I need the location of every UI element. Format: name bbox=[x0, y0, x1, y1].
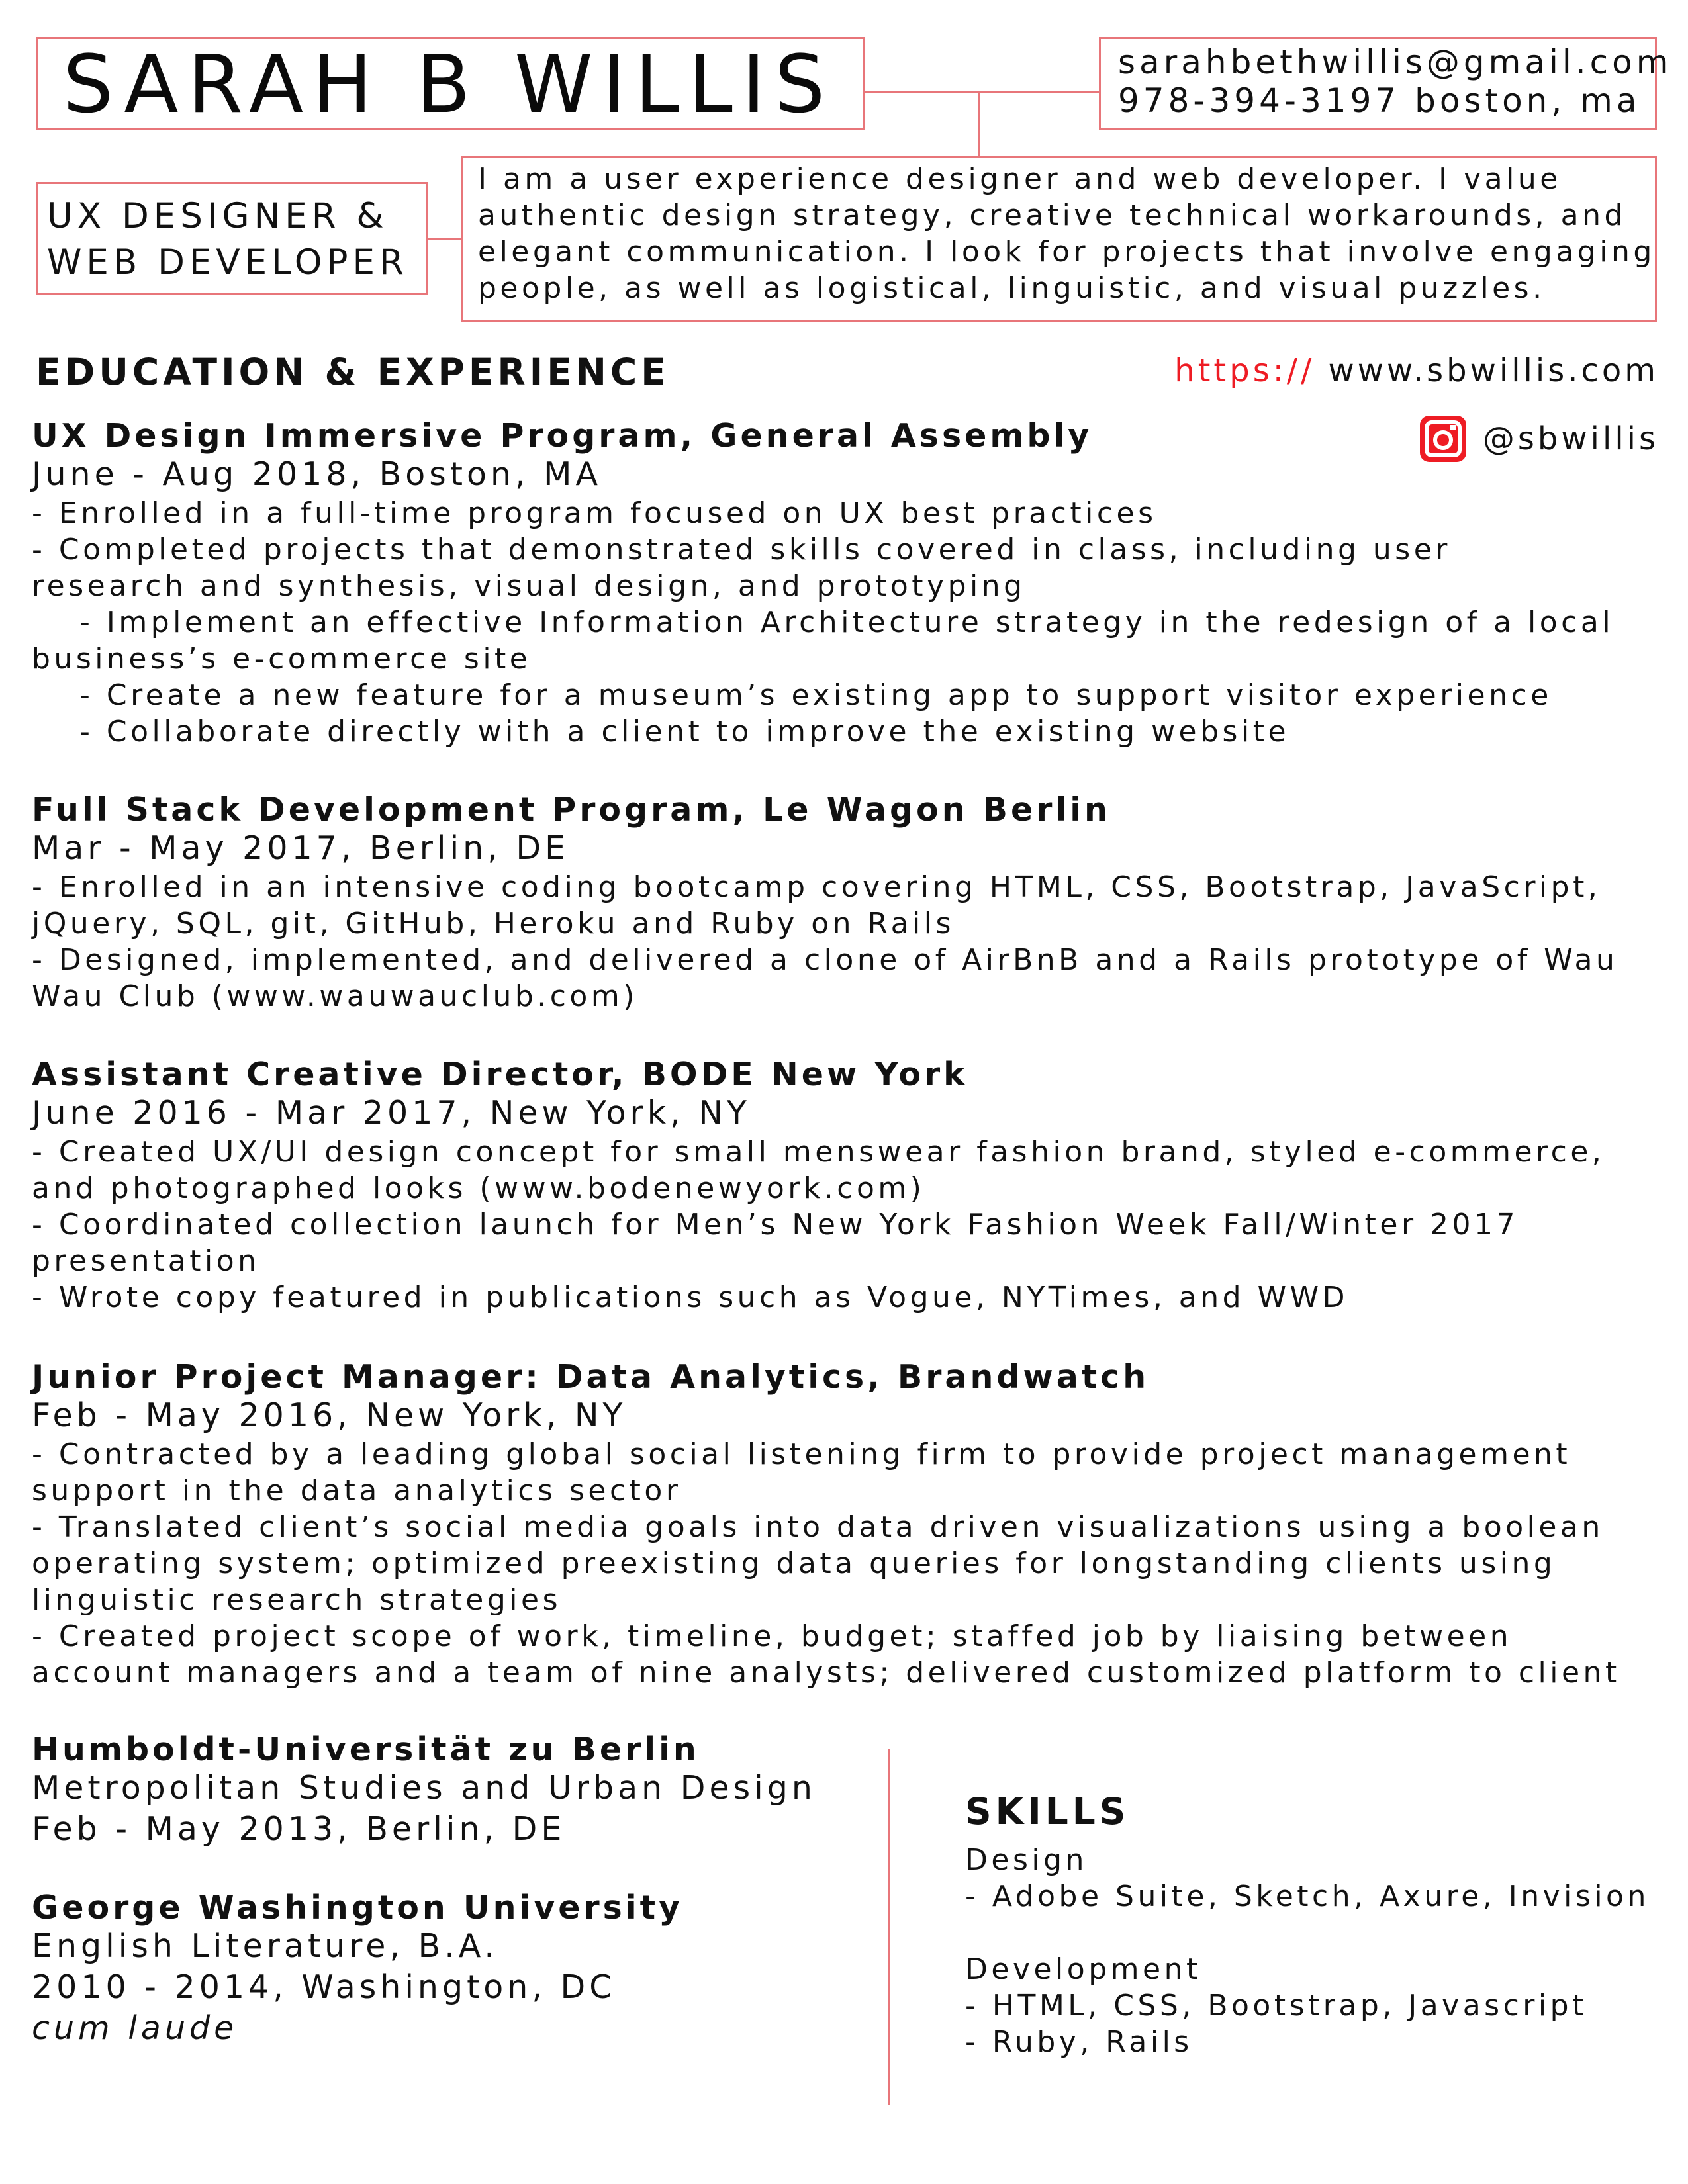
entry-line: - Collaborate directly with a client to improve the existing website bbox=[79, 715, 1290, 749]
entry-line: and photographed looks (www.bodenewyork.com) bbox=[32, 1171, 925, 1205]
entry-title: Assistant Creative Director, BODE New York bbox=[32, 1056, 968, 1093]
job-title-box bbox=[36, 182, 428, 295]
experience-entry bbox=[32, 418, 1614, 750]
entry-line: linguistic research strategies bbox=[32, 1583, 561, 1617]
phone-location: 978-394-3197 boston, ma bbox=[1118, 81, 1641, 120]
entry-line: account managers and a team of nine analysts; delivered customized platform to client bbox=[32, 1656, 1620, 1690]
entry-line: presentation bbox=[32, 1244, 260, 1278]
entry-date: Feb - May 2016, New York, NY bbox=[32, 1396, 627, 1434]
website-domain: www.sbwillis.com bbox=[1315, 352, 1659, 389]
education-experience-heading: EDUCATION & EXPERIENCE bbox=[36, 351, 670, 393]
connector-line-horizontal bbox=[865, 91, 1099, 93]
skill-item: - Adobe Suite, Sketch, Axure, Invision bbox=[965, 1880, 1650, 1913]
job-title-line-1: UX DESIGNER & bbox=[47, 196, 389, 236]
entry-title: Junior Project Manager: Data Analytics, Brandwatch bbox=[32, 1358, 1150, 1396]
entry-date: June - Aug 2018, Boston, MA bbox=[32, 455, 602, 493]
entry-line: - Contracted by a leading global social listening firm to provide project management bbox=[32, 1437, 1571, 1471]
email-address[interactable]: sarahbethwillis@gmail.com bbox=[1118, 43, 1673, 81]
website-protocol: https:// bbox=[1174, 352, 1315, 389]
bio-line: I am a user experience designer and web developer. I value bbox=[478, 162, 1562, 196]
bio-box bbox=[461, 156, 1657, 322]
education-date: Feb - May 2013, Berlin, DE bbox=[32, 1810, 566, 1848]
entry-line: business’s e-commerce site bbox=[32, 642, 532, 676]
experience-entry bbox=[32, 1056, 1605, 1316]
instagram-handle: @sbwillis bbox=[1482, 420, 1659, 457]
honors: cum laude bbox=[32, 2009, 238, 2047]
education-date: 2010 - 2014, Washington, DC bbox=[32, 1968, 616, 2006]
contact-box bbox=[1099, 37, 1673, 130]
school-name: George Washington University bbox=[32, 1889, 683, 1927]
entry-line: research and synthesis, visual design, and prototyping bbox=[32, 569, 1026, 603]
entry-line: support in the data analytics sector bbox=[32, 1474, 682, 1508]
skill-item: - HTML, CSS, Bootstrap, Javascript bbox=[965, 1989, 1587, 2023]
skill-category-development: Development bbox=[965, 1952, 1201, 1986]
entry-line: - Enrolled in an intensive coding bootcamp covering HTML, CSS, Bootstrap, JavaScript, bbox=[32, 870, 1601, 904]
entry-line: - Implement an effective Information Architecture strategy in the redesign of a local bbox=[79, 606, 1615, 639]
skills-heading: SKILLS bbox=[965, 1790, 1130, 1833]
job-title-line-2: WEB DEVELOPER bbox=[47, 242, 408, 283]
entry-date: Mar - May 2017, Berlin, DE bbox=[32, 829, 570, 867]
entry-title: UX Design Immersive Program, General Assembly bbox=[32, 417, 1093, 455]
bio-line: people, as well as logistical, linguistic, and visual puzzles. bbox=[478, 271, 1546, 305]
experience-entry bbox=[32, 1359, 1620, 1691]
entry-title: Full Stack Development Program, Le Wagon Berlin bbox=[32, 791, 1111, 829]
entry-line: - Created UX/UI design concept for small menswear fashion brand, styled e-commerce, bbox=[32, 1135, 1605, 1169]
bio-line: elegant communication. I look for projects that involve engaging bbox=[478, 235, 1656, 269]
connector-line-title-bio bbox=[428, 238, 461, 240]
entry-line: - Wrote copy featured in publications such as Vogue, NYTimes, and WWD bbox=[32, 1281, 1348, 1314]
skill-item: - Ruby, Rails bbox=[965, 2025, 1193, 2059]
entry-line: - Coordinated collection launch for Men’s New York Fashion Week Fall/Winter 2017 bbox=[32, 1208, 1519, 1242]
program-name: English Literature, B.A. bbox=[32, 1927, 499, 1965]
connector-line-vertical bbox=[978, 91, 980, 156]
entry-line: - Enrolled in a full-time program focused on UX best practices bbox=[32, 496, 1157, 530]
program-name: Metropolitan Studies and Urban Design bbox=[32, 1769, 816, 1807]
column-divider bbox=[888, 1749, 890, 2105]
entry-line: - Designed, implemented, and delivered a clone of AirBnB and a Rails prototype of Wau bbox=[32, 943, 1618, 977]
website-link[interactable] bbox=[1174, 352, 1659, 389]
experience-entry bbox=[32, 792, 1618, 1015]
entry-line: jQuery, SQL, git, GitHub, Heroku and Ruby on Rails bbox=[32, 907, 955, 940]
name-box bbox=[36, 37, 865, 130]
entry-line: Wau Club (www.wauwauclub.com) bbox=[32, 979, 638, 1013]
education-entry bbox=[32, 1889, 683, 2049]
skill-category-design: Design bbox=[965, 1843, 1088, 1877]
entry-line: - Completed projects that demonstrated skills covered in class, including user bbox=[32, 533, 1451, 567]
entry-line: operating system; optimized preexisting data queries for longstanding clients using bbox=[32, 1547, 1556, 1580]
entry-line: - Created project scope of work, timeline, budget; staffed job by liaising between bbox=[32, 1619, 1513, 1653]
entry-line: - Translated client’s social media goals into data driven visualizations using a boolean bbox=[32, 1510, 1604, 1544]
school-name: Humboldt-Universität zu Berlin bbox=[32, 1731, 700, 1768]
entry-line: - Create a new feature for a museum’s existing app to support visitor experience bbox=[79, 678, 1552, 712]
applicant-name: SARAH B WILLIS bbox=[63, 39, 835, 131]
bio-line: authentic design strategy, creative technical workarounds, and bbox=[478, 199, 1626, 232]
education-entry bbox=[32, 1731, 816, 1850]
entry-date: June 2016 - Mar 2017, New York, NY bbox=[32, 1094, 751, 1132]
